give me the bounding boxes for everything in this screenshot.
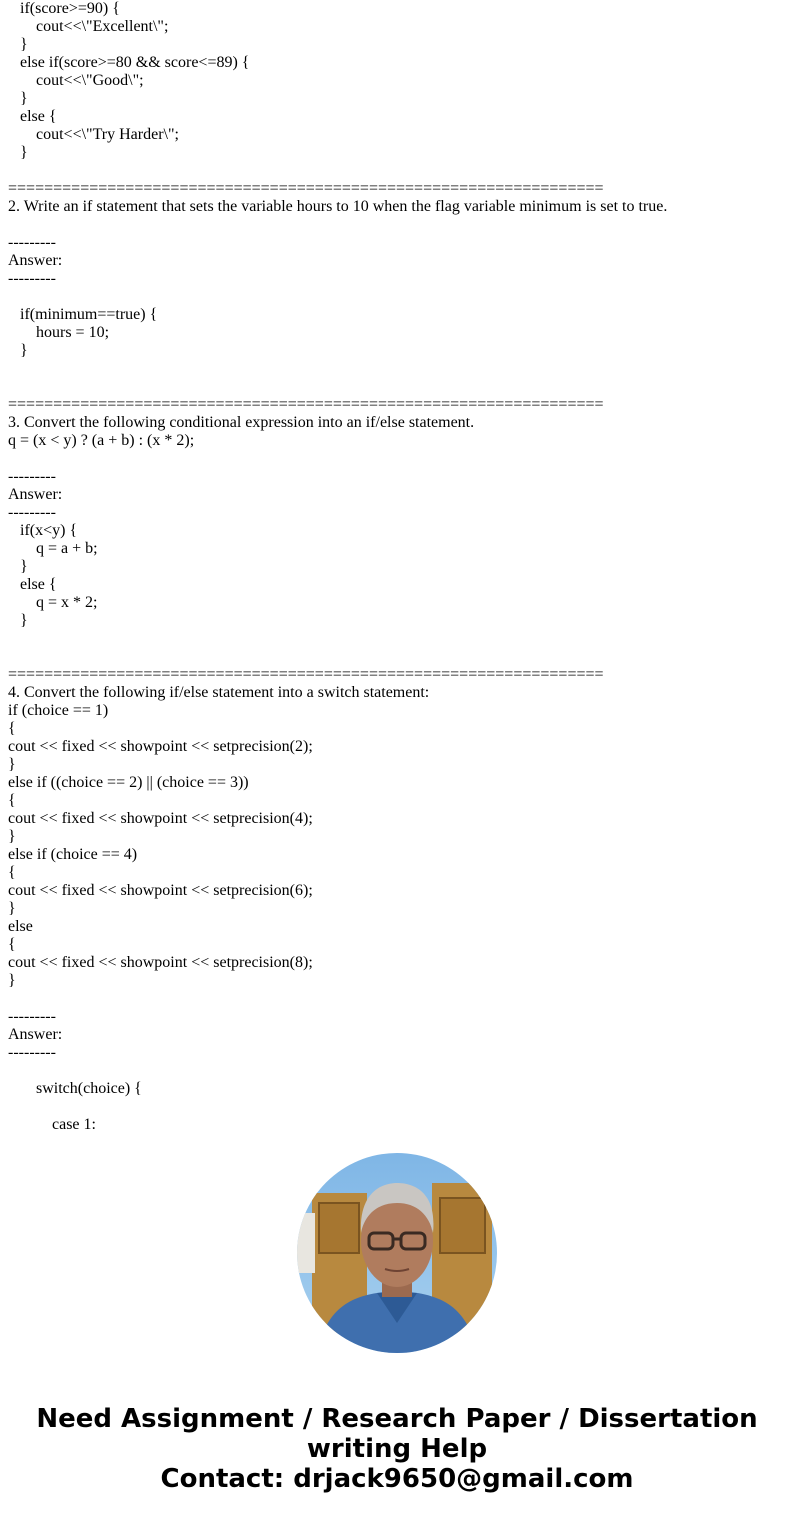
document-line: if (choice == 1) <box>8 702 109 719</box>
document-line: cout << fixed << showpoint << setprecision(8); <box>8 954 313 971</box>
document-line: } <box>8 36 28 53</box>
document-line: } <box>8 144 28 161</box>
promo-line-2: writing Help <box>306 1434 488 1464</box>
document-line <box>8 990 788 1008</box>
document-line <box>8 360 788 378</box>
document-line: ================================================================== <box>8 396 604 413</box>
document-line: cout << fixed << showpoint << setprecision(2); <box>8 738 313 755</box>
document-line: 3. Convert the following conditional expression into an if/else statement. <box>8 414 475 431</box>
document-line: switch(choice) { <box>8 1080 142 1097</box>
document-line: --------- <box>8 234 56 251</box>
document-line: --------- <box>8 504 56 521</box>
document-line: cout<<\"Good\"; <box>8 72 144 89</box>
document-line: else if ((choice == 2) || (choice == 3)) <box>8 774 249 791</box>
document-line: 2. Write an if statement that sets the variable hours to 10 when the flag variable minimum is set to true. <box>8 198 668 215</box>
document-line: q = a + b; <box>8 540 98 557</box>
document-line: { <box>8 720 16 737</box>
document-line: cout << fixed << showpoint << setprecision(4); <box>8 810 313 827</box>
document-line <box>8 648 788 666</box>
promo-banner <box>0 1404 794 1494</box>
document-line: q = x * 2; <box>8 594 98 611</box>
document-line: cout<<\"Excellent\"; <box>8 18 169 35</box>
document-line: if(x<y) { <box>8 522 78 539</box>
document-line: { <box>8 792 16 809</box>
document-line: } <box>8 558 28 575</box>
document-line: else { <box>8 576 57 593</box>
document-line: } <box>8 756 16 773</box>
document-line <box>8 1098 788 1116</box>
document-line: cout<<\"Try Harder\"; <box>8 126 179 143</box>
document-line: } <box>8 612 28 629</box>
promo-line-1: Need Assignment / Research Paper / Dissertation <box>36 1404 758 1434</box>
document-line: 4. Convert the following if/else statement into a switch statement: <box>8 684 430 701</box>
document-line: else { <box>8 108 57 125</box>
document-line <box>8 216 788 234</box>
document-line: else <box>8 918 33 935</box>
document-line: --------- <box>8 468 56 485</box>
document-line <box>8 162 788 180</box>
document-line: Answer: <box>8 1026 63 1043</box>
document-line: { <box>8 936 16 953</box>
document-line: --------- <box>8 1044 56 1061</box>
document-line: cout << fixed << showpoint << setprecision(6); <box>8 882 313 899</box>
promo-contact: Contact: drjack9650@gmail.com <box>160 1464 634 1494</box>
document-body <box>8 0 788 1134</box>
document-line: case 1: <box>8 1116 96 1133</box>
document-line: if(score>=90) { <box>8 0 120 17</box>
document-line: if(minimum==true) { <box>8 306 158 323</box>
document-line: } <box>8 342 28 359</box>
document-line <box>8 450 788 468</box>
document-line: hours = 10; <box>8 324 110 341</box>
document-line: { <box>8 864 16 881</box>
document-line: Answer: <box>8 486 63 503</box>
document-line: ================================================================== <box>8 666 604 683</box>
document-line: Answer: <box>8 252 63 269</box>
avatar-photo <box>297 1153 497 1353</box>
author-avatar <box>297 1153 497 1353</box>
document-line <box>8 630 788 648</box>
document-line: q = (x < y) ? (a + b) : (x * 2); <box>8 432 195 449</box>
document-line: --------- <box>8 1008 56 1025</box>
document-line: --------- <box>8 270 56 287</box>
document-line: } <box>8 90 28 107</box>
document-line <box>8 288 788 306</box>
document-line: else if (choice == 4) <box>8 846 138 863</box>
document-line <box>8 1062 788 1080</box>
document-line: } <box>8 900 16 917</box>
document-line: else if(score>=80 && score<=89) { <box>8 54 250 71</box>
document-line: } <box>8 972 16 989</box>
document-line <box>8 378 788 396</box>
document-line: } <box>8 828 16 845</box>
document-line: ================================================================== <box>8 180 604 197</box>
